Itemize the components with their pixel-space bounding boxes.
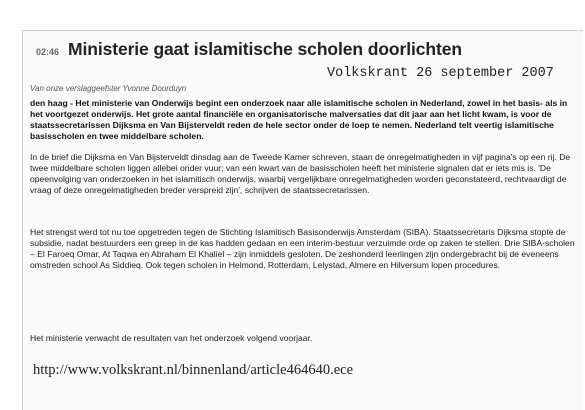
body-paragraph: Het strengst werd tot nu toe opgetreden tegen de Stichting Islamitisch Basisonderwijs Amsterdam (SIBA). Staatssecretaris Dijksma stopte de subsidie, nadat bestuurders een greep in de kas hadden gedaan en een interim-bestuur verzuimde orde op zaken te stellen. Drie SIBA-scholen – El Faroeq Omar, At Taqwa en Abraham El Khaliel – zijn inmiddels gesloten. De zeshonderd leerlingen zijn ondergebracht bij de eveneens omstreden school As Siddieq. Ook tegen scholen in Helmond, Rotterdam, Lelystad, Almere en Hilversum lopen procedures. — [30, 227, 575, 270]
body-paragraph: In de brief die Dijksma en Van Bijsterveldt dinsdag aan de Tweede Kamer schreven, staan de onregelmatigheden in vijf pagina's op een rij. De twee middelbare scholen liggen allebei onder vuur; van een kwart van de basisscholen heeft het ministerie signalen dat er iets mis is. 'De opeenvolging van onderzoeken in het islamitisch onderwijs, waarbij vergelijkbare onregelmatigheden worden geconstateerd, rechtvaardigt de vraag of deze onregelmatigheden breder verspreid zijn', schrijven de staatssecretarissen. — [30, 152, 571, 195]
source-url: http://www.volkskrant.nl/binnenland/article464640.ece — [33, 362, 353, 378]
body-paragraph: Het ministerie verwacht de resultaten van het onderzoek volgend voorjaar. — [30, 333, 313, 343]
article-headline: Ministerie gaat islamitische scholen doorlichten — [68, 39, 462, 59]
lead-paragraph: den haag - Het ministerie van Onderwijs begint een onderzoek naar alle islamitische scholen in Nederland, zowel in het basis- als in het voortgezet onderwijs. Het grote aantal financiële en organisatorische malversaties dat dit jaar aan het licht kwam, is voor de staatssecretarissen Dijksma en Van Bijsterveldt reden de hele sector onder de loep te nemen. Nederland telt veertig islamitische basisscholen en twee middelbare scholen. — [30, 98, 568, 141]
timestamp: 02:46 — [36, 47, 60, 57]
source-date-stamp: Volkskrant 26 september 2007 — [327, 66, 554, 81]
byline: Van onze verslaggeefster Yvonne Doorduyn — [30, 84, 187, 93]
